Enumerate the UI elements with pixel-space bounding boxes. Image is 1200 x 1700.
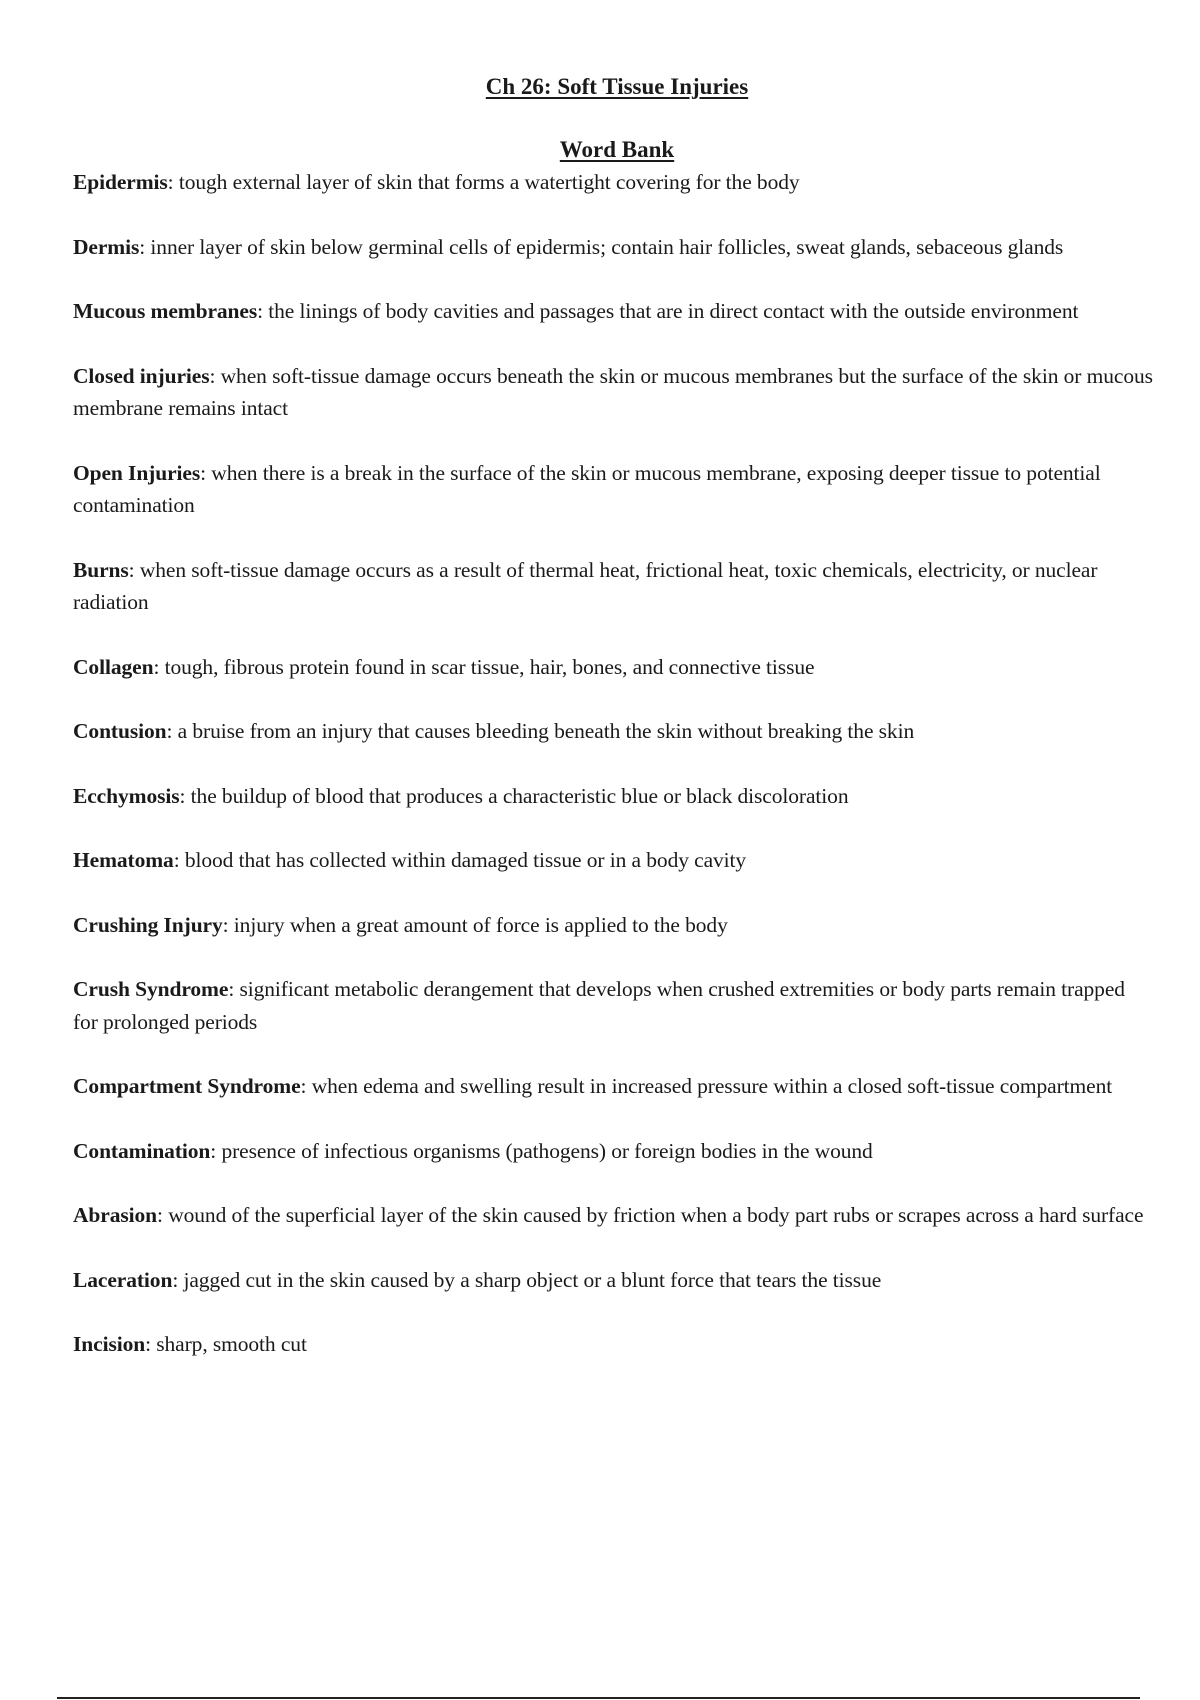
definition: sharp, smooth cut bbox=[156, 1332, 307, 1356]
definition: inner layer of skin below germinal cells of epidermis; contain hair follicles, sweat glands, sebaceous glands bbox=[150, 234, 1064, 259]
term: Epidermis bbox=[73, 170, 168, 194]
term: Laceration bbox=[73, 1267, 173, 1292]
term: Abrasion bbox=[73, 1203, 158, 1227]
definition: jagged cut in the skin caused by a sharp object or a blunt force that tears the tissue bbox=[183, 1267, 882, 1292]
word-bank-entry: Burns: when soft-tissue damage occurs as a result of thermal heat, frictional heat, toxic chemicals, electricity, or nuclear radiation bbox=[73, 557, 1098, 614]
word-bank-entry: Contamination: presence of infectious organisms (pathogens) or foreign bodies in the wound bbox=[73, 1138, 873, 1163]
definition: when edema and swelling result in increased pressure within a closed soft-tissue compartment bbox=[311, 1074, 1113, 1098]
term: Contusion bbox=[73, 719, 167, 743]
definition: the linings of body cavities and passages that are in direct contact with the outside environment bbox=[268, 299, 1079, 323]
definition: tough external layer of skin that forms a watertight covering for the body bbox=[178, 170, 800, 194]
term: Ecchymosis bbox=[73, 783, 180, 808]
footer-rule bbox=[57, 1697, 1140, 1699]
word-bank-entry: Open Injuries: when there is a break in the surface of the skin or mucous membrane, exposing deeper tissue to potential contamination bbox=[73, 460, 1101, 517]
term: Mucous membranes bbox=[73, 299, 258, 323]
word-bank-entry: Closed injuries: when soft-tissue damage occurs beneath the skin or mucous membranes but the surface of the skin or mucous membrane remains intact bbox=[73, 363, 1153, 420]
word-bank-entry: Ecchymosis: the buildup of blood that produces a characteristic blue or black discoloration bbox=[73, 783, 849, 808]
definition: when soft-tissue damage occurs beneath the skin or mucous membranes but the surface of the skin or mucous membrane remains intact bbox=[73, 363, 1153, 420]
page-title: Ch 26: Soft Tissue Injuries bbox=[485, 74, 749, 99]
definition: blood that has collected within damaged tissue or in a body cavity bbox=[184, 848, 747, 872]
definition: when there is a break in the surface of the skin or mucous membrane, exposing deeper tissue to potential contamination bbox=[73, 460, 1101, 517]
word-bank-entry: Epidermis: tough external layer of skin that forms a watertight covering for the body bbox=[73, 170, 800, 194]
definition: significant metabolic derangement that develops when crushed extremities or body parts remain trapped for prolonged periods bbox=[73, 977, 1125, 1034]
word-bank-entry: Laceration: jagged cut in the skin caused by a sharp object or a blunt force that tears the tissue bbox=[73, 1267, 882, 1292]
term: Open Injuries bbox=[73, 460, 201, 485]
term: Crush Syndrome bbox=[73, 977, 229, 1001]
word-bank-heading: Word Bank bbox=[559, 137, 675, 162]
word-bank-entry: Crush Syndrome: significant metabolic derangement that develops when crushed extremities or body parts remain trapped for prolonged periods bbox=[73, 977, 1125, 1034]
term: Contamination bbox=[73, 1138, 211, 1163]
definition: a bruise from an injury that causes bleeding beneath the skin without breaking the skin bbox=[177, 719, 915, 743]
term: Compartment Syndrome bbox=[73, 1074, 301, 1098]
definition: tough, fibrous protein found in scar tissue, hair, bones, and connective tissue bbox=[164, 654, 815, 679]
definition: the buildup of blood that produces a characteristic blue or black discoloration bbox=[190, 783, 849, 808]
definition: wound of the superficial layer of the skin caused by friction when a body part rubs or scrapes across a hard surface bbox=[168, 1203, 1144, 1227]
term: Hematoma bbox=[73, 848, 174, 872]
word-bank-list bbox=[73, 166, 1153, 1393]
definition: injury when a great amount of force is applied to the body bbox=[233, 912, 728, 937]
term: Dermis bbox=[73, 234, 140, 259]
word-bank-entry: Mucous membranes: the linings of body cavities and passages that are in direct contact with the outside environment bbox=[73, 299, 1079, 323]
word-bank-entry: Contusion: a bruise from an injury that causes bleeding beneath the skin without breaking the skin bbox=[73, 719, 915, 743]
term: Collagen bbox=[73, 654, 154, 679]
term: Burns bbox=[73, 557, 129, 582]
term: Incision bbox=[73, 1332, 146, 1356]
definition: presence of infectious organisms (pathogens) or foreign bodies in the wound bbox=[221, 1138, 873, 1163]
word-bank-entry: Collagen: tough, fibrous protein found in scar tissue, hair, bones, and connective tissue bbox=[73, 654, 815, 679]
word-bank-entry: Incision: sharp, smooth cut bbox=[73, 1332, 307, 1356]
word-bank-entry: Dermis: inner layer of skin below germinal cells of epidermis; contain hair follicles, sweat glands, sebaceous glands bbox=[73, 234, 1064, 259]
word-bank-entry: Abrasion: wound of the superficial layer of the skin caused by friction when a body part rubs or scrapes across a hard surface bbox=[73, 1203, 1144, 1227]
definition: when soft-tissue damage occurs as a result of thermal heat, frictional heat, toxic chemicals, electricity, or nuclear radiation bbox=[73, 557, 1098, 614]
term: Closed injuries bbox=[73, 363, 210, 388]
term: Crushing Injury bbox=[73, 912, 223, 937]
word-bank-entry: Crushing Injury: injury when a great amount of force is applied to the body bbox=[73, 912, 728, 937]
word-bank-entry: Compartment Syndrome: when edema and swelling result in increased pressure within a closed soft-tissue compartment bbox=[73, 1074, 1113, 1098]
word-bank-entry: Hematoma: blood that has collected within damaged tissue or in a body cavity bbox=[73, 848, 747, 872]
